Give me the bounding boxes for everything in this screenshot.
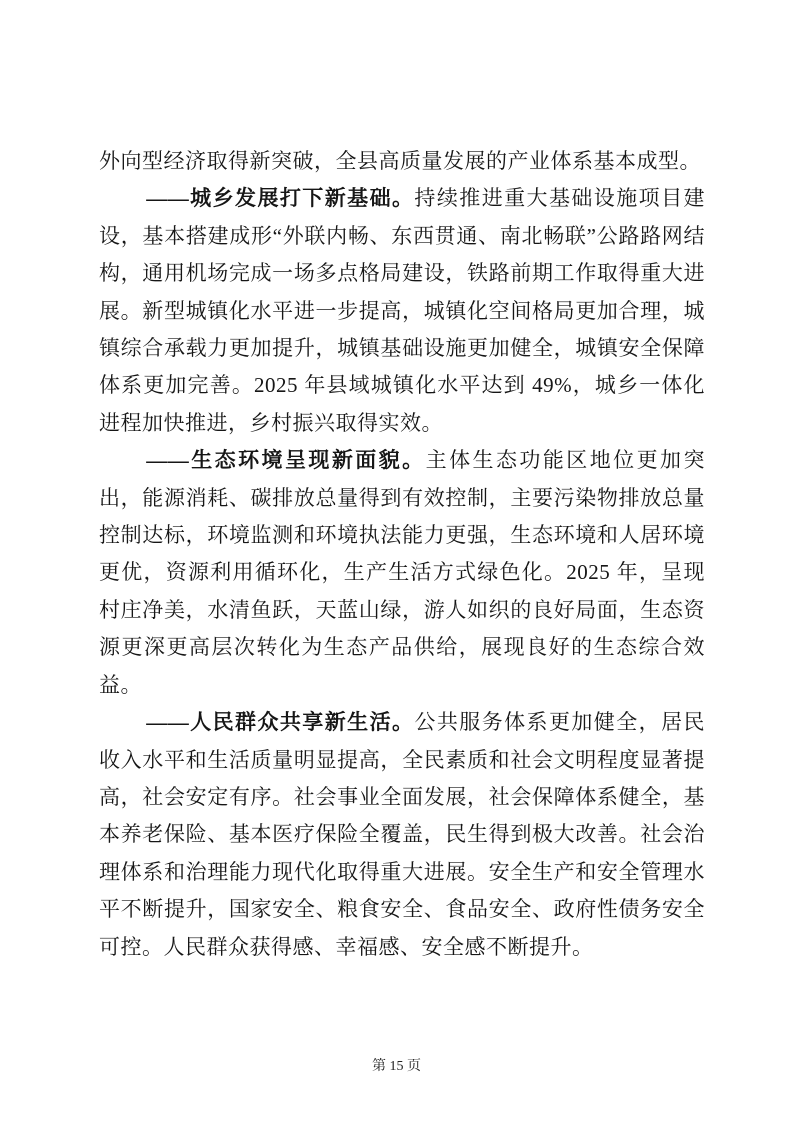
paragraph-continuation: [99, 143, 705, 180]
page-number: 第 15 页: [372, 1059, 421, 1074]
paragraph-ecology: [99, 442, 705, 704]
paragraph-text: 持续推进重大基础设施项目建设，基本搭建成形“外联内畅、东西贯通、南北畅联”公路路网结构，通用机场完成一场多点格局建设，铁路前期工作取得重大进展。新型城镇化水平进一步提高，城镇化空间格局更加合理，城镇综合承载力更加提升，城镇基础设施更加健全，城镇安全保障体系更加完善。2025 年县域城镇化水平达到 49%，城乡一体化进程加快推进，乡村振兴取得实效。: [99, 186, 706, 435]
paragraph-urban-rural: [99, 180, 705, 442]
paragraph-lead: ——城乡发展打下新基础。: [146, 186, 415, 211]
paragraph-lead: ——人民群众共享新生活。: [146, 710, 415, 735]
document-body: [99, 143, 705, 966]
paragraph-lead: ——生态环境呈现新面貌。: [146, 448, 426, 473]
paragraph-text: 公共服务体系更加健全，居民收入水平和生活质量明显提高，全民素质和社会文明程度显著提高，社会安定有序。社会事业全面发展，社会保障体系健全，基本养老保险、基本医疗保险全覆盖，民生得到极大改善。社会治理体系和治理能力现代化取得重大进展。安全生产和安全管理水平不断提升，国家安全、粮食安全、食品安全、政府性债务安全可控。人民群众获得感、幸福感、安全感不断提升。: [99, 710, 706, 959]
page-footer: [0, 1055, 793, 1075]
paragraph-text: 主体生态功能区地位更加突出，能源消耗、碳排放总量得到有效控制，主要污染物排放总量控制达标，环境监测和环境执法能力更强，生态环境和人居环境更优，资源利用循环化，生产生活方式绿色化。2025 年，呈现村庄净美，水清鱼跃，天蓝山绿，游人如织的良好局面，生态资源更深更高层次转化为生态产品供给，展现良好的生态综合效益。: [99, 448, 705, 697]
paragraph-livelihood: [99, 704, 705, 966]
paragraph-text: 外向型经济取得新突破，全县高质量发展的产业体系基本成型。: [99, 149, 701, 173]
